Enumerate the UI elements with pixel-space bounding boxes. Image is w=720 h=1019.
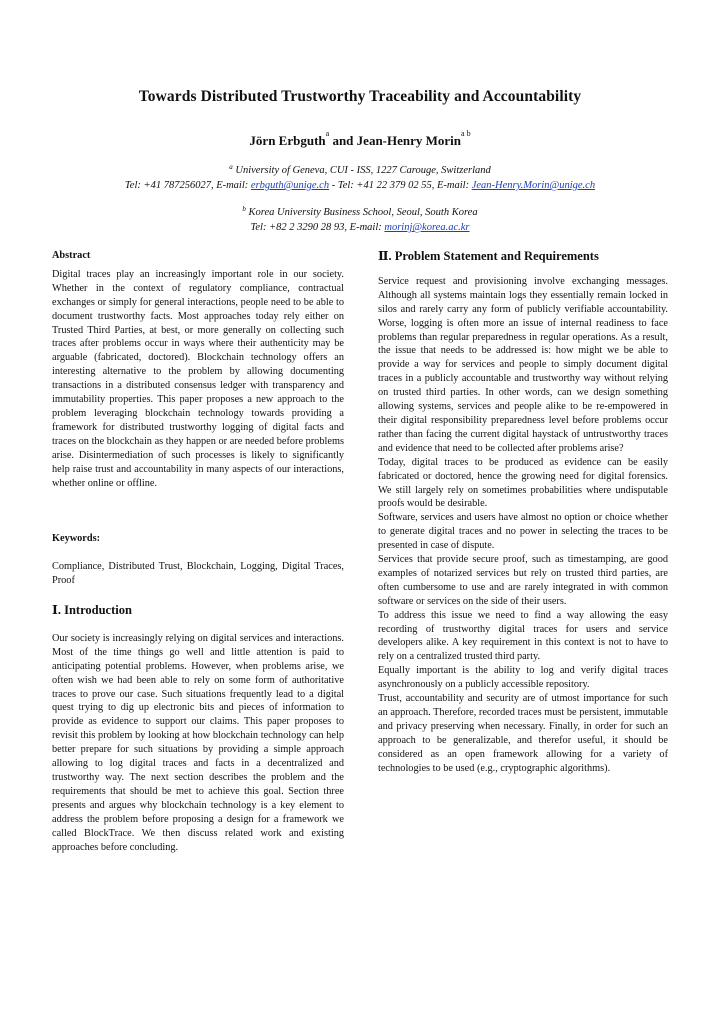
author-line: [0, 129, 720, 149]
email-link-erbguth[interactable]: erbguth@unige.ch: [250, 180, 330, 191]
left-column: [52, 249, 344, 490]
keywords-block: [52, 532, 344, 588]
affiliation-b: [0, 205, 720, 235]
author-1-affil-mark: a: [325, 129, 330, 138]
keywords-heading: Keywords:: [52, 533, 101, 544]
problem-body: [378, 275, 668, 776]
problem-paragraph: Today, digital traces to be produced as evidence can be easily fabricated or doctored, hence the growing need for digital forensics. We still largely rely on sometimes probabilities where undisputable proofs would be desirable.: [378, 456, 668, 510]
introduction-text: Our society is increasingly relying on digital services and interactions. Most of the time things go well and little attention is paid to anticipating potential problems. However, when problems arise, we often wish we had been able to rely on some form of authoritative traces to prove our case. Such situations frequently lead to a digital quest trying to dig up electronic bits and pieces of information to provide as evidence to support our claims. This paper proposes to revisit this problem by looking at how blockchain technology can help better prepare for such situations by providing a simple approach allowing to log digital traces and facts in a decentralized and trustworthy way. The next section describes the problem and the requirements that should be met to achieve this goal. Section three presents and argues why blockchain technology is a key element to address the problem before proposing a design for a framework we called BlockTrace. We then discuss related work and existing approaches before concluding.: [52, 632, 344, 853]
email-link-morin-unige[interactable]: Jean-Henry.Morin@unige.ch: [471, 180, 596, 191]
problem-paragraph: Services that provide secure proof, such as timestamping, are good examples of notarized services but rely on trusted third parties, are often cumbersome to use and are rarely integrated in with common software or services on the side of their users.: [378, 554, 668, 607]
affiliation-b-contact-prefix: Tel: +82 2 3290 28 93, E-mail:: [250, 222, 385, 233]
author-2: Jean-Henry Morin: [356, 133, 462, 148]
problem-paragraph: Equally important is the ability to log and verify digital traces asynchronously on a publicly accessible repository.: [378, 665, 668, 691]
affiliation-a-contact: [0, 178, 720, 193]
author-1: Jörn Erbguth: [249, 133, 326, 148]
affiliation-b-institution: [0, 205, 720, 220]
affiliation-a-institution: [0, 163, 720, 178]
right-column: [378, 250, 668, 776]
abstract-text: Digital traces play an increasingly important role in our society. Whether in the context of regulatory compliance, contractual exchanges or simply for general interactions, people need to be able to document trustworthy facts. Most approaches today rely either on Trusted Third Parties, at best, or more generally on collecting such traces after problems occur in ways where their authenticity may be arguable (fabricated, doctored). Blockchain technology offers an interesting alternative to the problem by allowing documenting transactions in a distributed consensus ledger with transparency and immutability properties. This paper proposes a new approach to the problem leveraging blockchain technology towards providing a framework for distributed trustworthy logging of digital facts and traces on the blockchain as they happen or are needed before problems arise. Disintermediation of such processes is likely to significantly help raise trust and accountability in many aspects of our interactions, whether online or offline.: [52, 268, 344, 489]
author-2-affil-mark: a b: [461, 129, 471, 138]
email-link-morin-korea[interactable]: morinj@korea.ac.kr: [384, 222, 470, 233]
paper-title: Towards Distributed Trustworthy Traceability and Accountability: [138, 88, 582, 105]
affiliation-a-contact-prefix: Tel: +41 787256027, E-mail:: [124, 180, 251, 191]
problem-paragraph: Software, services and users have almost no option or choice whether to generate digital traces and no power in selecting the traces to be presented in case of dispute.: [378, 512, 668, 552]
affiliation-a: [0, 163, 720, 193]
affiliation-a-mark: a: [229, 163, 233, 171]
problem-paragraph: Trust, accountability and security are of utmost importance for such an approach. Therefore, recorded traces must be persistent, immutable and privacy preserving when necessary. Finally, in order for such an approach to be generalizable, and therefor useful, it should be considered as an open framework allowing for a variety of technologies to be used (e.g., cryptographic algorithms).: [378, 693, 668, 774]
introduction-block: [52, 604, 344, 854]
affiliation-b-mark: b: [242, 205, 246, 213]
introduction-heading: Ⅰ. Introduction: [52, 603, 132, 617]
problem-paragraph: Service request and provisioning involve exchanging messages. Although all systems maintain logs they essentially remain locked in silos and rarely carry any form of publicly verifiable accountability. Worse, logging is often more an issue of internal readiness to face problems than regular preparedness in regular operations. As a result, the issue that needs to be addressed is: how might we be able to provide a way for services and people to simply document digital traces in a publicly accountable and trustworthy way without relying on trusted third parties. In other words, can we design something allowing systems, services and people alike to be re-empowered in their digital responsibility preparedness level before problems occur rather than facing the current digital haystack of untrustworthy traces and evidence that need to be collected after problems arise?: [378, 275, 668, 454]
author-conjunction: and: [332, 133, 354, 148]
affiliation-b-contact: [0, 220, 720, 235]
abstract-heading: Abstract: [52, 250, 91, 261]
problem-paragraph: To address this issue we need to find a way allowing the easy recording of trustworthy digital traces for users and service developers alike. A key requirement in this context is not to have to rely on a centralized trusted third party.: [378, 609, 668, 663]
affiliation-a-institution-text: University of Geneva, CUI - ISS, 1227 Carouge, Switzerland: [235, 165, 491, 176]
affiliation-b-institution-text: Korea University Business School, Seoul, South Korea: [248, 207, 478, 218]
affiliation-a-contact-mid: - Tel: +41 22 379 02 55, E-mail:: [329, 180, 472, 191]
problem-heading: Ⅱ. Problem Statement and Requirements: [378, 249, 599, 263]
keywords-text: Compliance, Distributed Trust, Blockchain, Logging, Digital Traces, Proof: [52, 560, 344, 586]
